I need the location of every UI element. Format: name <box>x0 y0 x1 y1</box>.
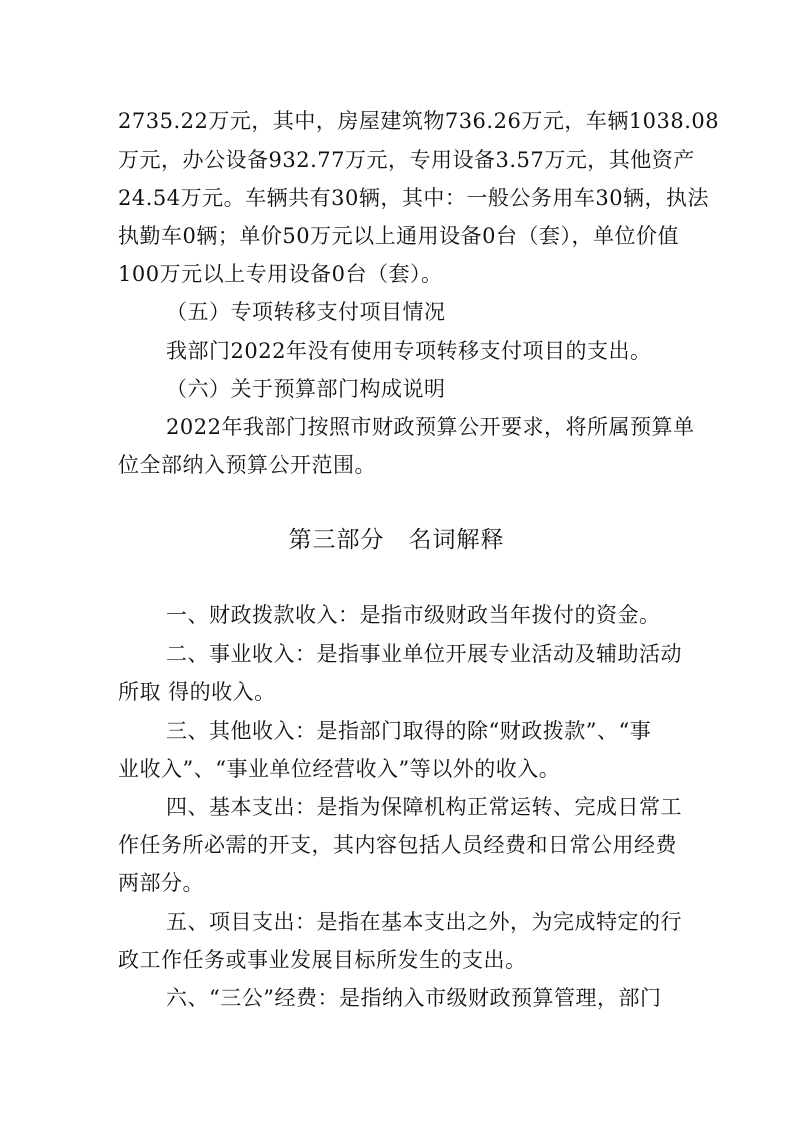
section-6-body-line-2: 位全部纳入预算公开范围。 <box>118 453 376 477</box>
assets-line-1: 2735.22万元，其中，房屋建筑物736.26万元，车辆1038.08 <box>118 109 720 133</box>
definition-4-line-1: 四、基本支出：是指为保障机构正常运转、完成日常工 <box>166 795 682 819</box>
assets-line-5: 100万元以上专用设备0台（套）。 <box>118 262 443 286</box>
section-6-heading: （六）关于预算部门构成说明 <box>166 377 446 401</box>
assets-line-3: 24.54万元。车辆共有30辆，其中：一般公务用车30辆，执法 <box>118 186 710 210</box>
definition-2-line-1: 二、事业收入：是指事业单位开展专业活动及辅助活动 <box>166 642 682 666</box>
assets-line-4: 执勤车0辆；单价50万元以上通用设备0台（套），单位价值 <box>118 224 679 248</box>
assets-line-2: 万元，办公设备932.77万元，专用设备3.57万元，其他资产 <box>118 148 695 172</box>
definition-2-line-2: 所取 得的收入。 <box>118 680 276 704</box>
definition-5-line-2: 政工作任务或事业发展目标所发生的支出。 <box>118 948 527 972</box>
definition-1-line-1: 一、财政拨款收入：是指市级财政当年拨付的资金。 <box>166 603 661 627</box>
part-3-title: 第三部分 名词解释 <box>288 527 505 553</box>
section-5-body: 我部门2022年没有使用专项转移支付项目的支出。 <box>166 339 652 363</box>
definition-5-line-1: 五、项目支出：是指在基本支出之外，为完成特定的行 <box>166 910 682 934</box>
definition-3-line-1: 三、其他收入：是指部门取得的除“财政拨款”、“事 <box>166 719 652 743</box>
section-5-heading: （五）专项转移支付项目情况 <box>166 300 446 324</box>
definition-4-line-3: 两部分。 <box>118 871 204 895</box>
section-6-body-line-1: 2022年我部门按照市财政预算公开要求，将所属预算单 <box>166 415 695 439</box>
definition-4-line-2: 作任务所必需的开支，其内容包括人员经费和日常公用经费 <box>118 833 677 857</box>
definition-6-line-1: 六、“三公”经费：是指纳入市级财政预算管理，部门 <box>166 986 662 1010</box>
definition-3-line-2: 业收入”、“事业单位经营收入”等以外的收入。 <box>118 757 561 781</box>
